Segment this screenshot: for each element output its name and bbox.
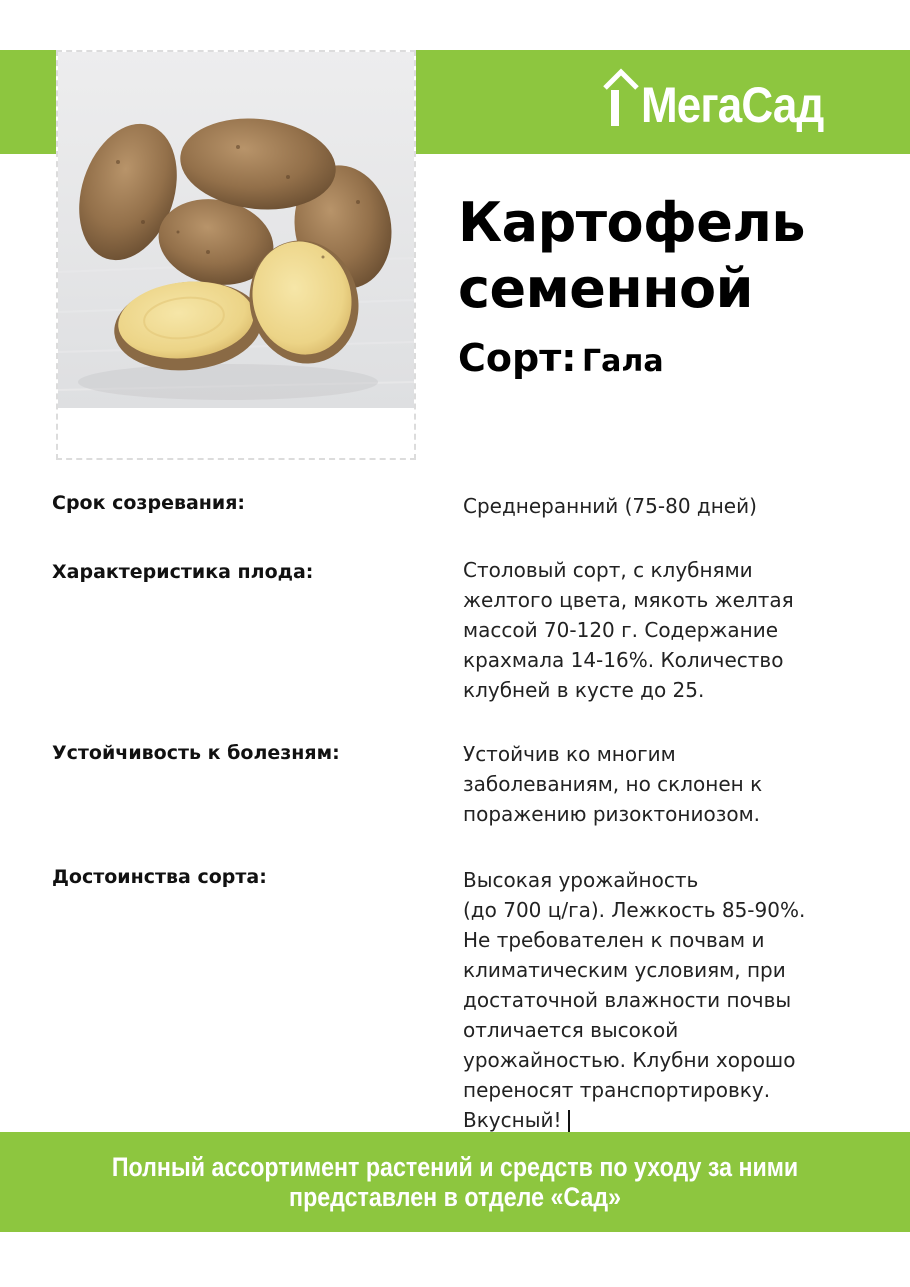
spec-label-maturity: Срок созревания:: [52, 492, 246, 514]
product-title: [458, 190, 805, 322]
spec-value-maturity: Среднеранний (75-80 дней): [463, 494, 757, 518]
title-line-1: Картофель: [458, 191, 806, 254]
footer-band: [0, 1132, 910, 1232]
potato-photo: [58, 52, 414, 408]
spec-label-resistance: Устойчивость к болезням:: [52, 742, 340, 764]
spec-label-merits: Достоинства сорта:: [52, 866, 267, 888]
title-line-2: семенной: [458, 257, 753, 320]
house-icon: [603, 68, 639, 128]
variety-value: Гала: [582, 344, 664, 379]
footer-text: Полный ассортимент растений и средств по уходу за ними представлен в отделе «Сад»: [111, 1152, 799, 1212]
spec-value-fruit: Столовый сорт, с клубнями желтого цвета, мякоть желтая массой 70-120 г. Содержание крахмала 14-16%. Количество клубней в кусте до 25.: [463, 558, 794, 702]
spec-value-resistance: Устойчив ко многим заболеваниям, но склонен к поражению ризоктониозом.: [463, 742, 763, 826]
spec-value-merits: Высокая урожайность (до 700 ц/га). Лежкость 85-90%. Не требователен к почвам и климатическим условиям, при достаточной влажности почвы отличается высокой урожайностью. Клубни хорошо переносят транспортировку. Вкусный!: [463, 868, 806, 1132]
megasad-logo: [603, 58, 848, 133]
variety-label: Сорт:: [458, 336, 577, 380]
variety-line: [458, 336, 664, 380]
logo-text: МегаСад: [641, 77, 824, 133]
spec-label-fruit: Характеристика плода:: [52, 561, 314, 583]
